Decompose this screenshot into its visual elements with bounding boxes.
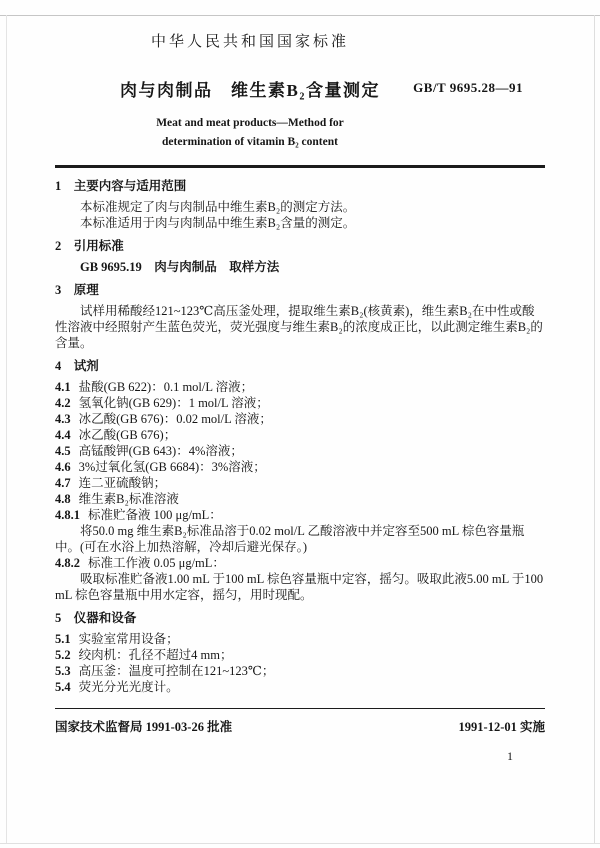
item-number: 4.3: [55, 412, 71, 426]
document-title-cn: 肉与肉制品 维生素B₂含量测定: [120, 81, 380, 100]
item-number: 4.7: [55, 476, 71, 490]
scan-edge-left: [6, 15, 7, 844]
reagent-item: [55, 443, 545, 459]
page-number: 1: [507, 749, 513, 763]
document-footer: [55, 708, 545, 764]
section-5-heading: 5 仪器和设备: [55, 611, 137, 625]
item-text: 连二亚硫酸钠；: [78, 476, 167, 490]
footer-row: [55, 717, 545, 735]
item-number: 5.4: [55, 680, 71, 694]
item-number: 4.4: [55, 428, 71, 442]
item-text: 维生素B₂标准溶液: [78, 492, 179, 506]
item-number: 5.2: [55, 648, 71, 662]
reagent-item: [55, 507, 545, 523]
document-title-en: [55, 114, 445, 152]
item-text: 高压釜：温度可控制在121~123℃；: [78, 664, 275, 678]
item-number: 5.1: [55, 632, 71, 646]
section-1-heading: 1 主要内容与适用范围: [55, 179, 187, 193]
reagent-item: [55, 427, 545, 443]
section-2-heading: 2 引用标准: [55, 239, 124, 253]
referenced-standard: GB 9695.19 肉与肉制品 取样方法: [80, 260, 280, 274]
reagent-item: [55, 475, 545, 491]
item-text: 冰乙酸(GB 676)；: [78, 428, 177, 442]
item-text: 绞肉机：孔径不超过4 mm；: [78, 648, 233, 662]
item-text: 冰乙酸(GB 676)：0.02 mol/L 溶液；: [78, 412, 272, 426]
reagent-item: [55, 491, 545, 507]
item-number: 4.5: [55, 444, 71, 458]
item-text: 标准工作液 0.05 μg/mL：: [88, 556, 225, 570]
item-text: 高锰酸钾(GB 643)：4%溶液；: [78, 444, 243, 458]
item-number: 4.8.1: [55, 508, 80, 522]
section-4-heading: 4 试剂: [55, 359, 99, 373]
reagent-item: [55, 459, 545, 475]
section-3-heading: 3 原理: [55, 283, 99, 297]
reagent-item: [55, 379, 545, 395]
item-text: 氢氧化钠(GB 629)：1 mol/L 溶液；: [78, 396, 269, 410]
stock-solution-paragraph: 将50.0 mg 维生素B₂标准品溶于0.02 mol/L 乙酸溶液中并定容至500 mL 棕色容量瓶中。(可在水浴上加热溶解，冷却后避光保存。): [55, 524, 525, 554]
item-number: 4.1: [55, 380, 71, 394]
section-3-paragraph: 试样用稀酸经121~123℃高压釜处理，提取维生素B₂(核黄素)，维生素B₂在中性或酸性溶液中经照射产生蓝色荧光，荧光强度与维生素B₂的浓度成正比，以此测定维生素B₂的含量。: [55, 304, 543, 350]
scan-edge-right: [594, 15, 595, 844]
reagent-item: [55, 395, 545, 411]
equipment-item: [55, 631, 545, 647]
footer-rule: [55, 708, 545, 709]
standard-number: GB/T 9695.28—91: [413, 80, 523, 95]
equipment-item: [55, 647, 545, 663]
approval-text: 国家技术监督局 1991-03-26 批准: [55, 720, 233, 734]
item-number: 5.3: [55, 664, 71, 678]
reagent-item: [55, 411, 545, 427]
document-body: [55, 178, 545, 695]
item-text: 盐酸(GB 622)：0.1 mol/L 溶液；: [78, 380, 254, 394]
working-solution-paragraph: 吸取标准贮备液1.00 mL 于100 mL 棕色容量瓶中定容，摇匀。吸取此液5.00 mL 于100 mL 棕色容量瓶中用水定容，摇匀，用时现配。: [55, 572, 544, 602]
item-number: 4.6: [55, 460, 71, 474]
document-title-en-line2: determination of vitamin B₂ content: [162, 136, 338, 148]
item-number: 4.8.2: [55, 556, 80, 570]
item-text: 实验室常用设备；: [78, 632, 179, 646]
scan-edge-bottom: [0, 843, 600, 844]
item-text: 荧光分光光度计。: [78, 680, 179, 694]
implementation-text: 1991-12-01 实施: [458, 720, 545, 734]
item-number: 4.8: [55, 492, 71, 506]
header-rule: [55, 165, 545, 168]
equipment-item: [55, 679, 545, 695]
item-text: 3%过氧化氢(GB 6684)：3%溶液；: [78, 460, 266, 474]
document-title-en-line1: Meat and meat products—Method for: [156, 117, 344, 129]
standard-label: 中华人民共和国国家标准: [150, 34, 349, 50]
reagent-item: [55, 555, 545, 571]
item-text: 标准贮备液 100 μg/mL：: [88, 508, 222, 522]
item-number: 4.2: [55, 396, 71, 410]
page-content: [55, 0, 545, 695]
section-1-paragraph-1: 本标准规定了肉与肉制品中维生素B₂的测定方法。: [80, 200, 356, 214]
equipment-item: [55, 663, 545, 679]
document-header: [55, 30, 445, 152]
section-1-paragraph-2: 本标准适用于肉与肉制品中维生素B₂含量的测定。: [80, 216, 356, 230]
